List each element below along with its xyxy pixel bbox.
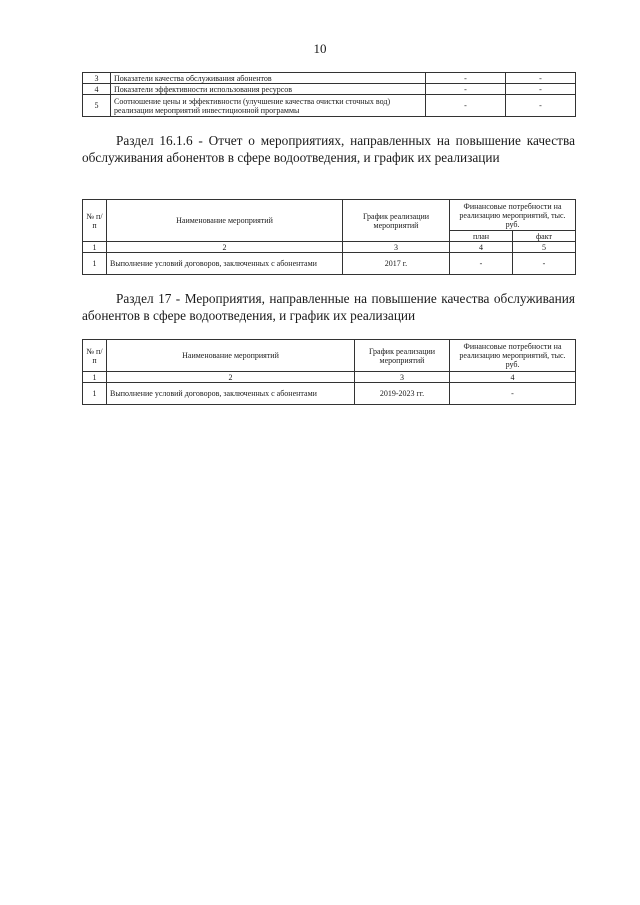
plan-value: -: [426, 95, 506, 117]
table-index-row: [83, 242, 576, 253]
index-cell: 3: [343, 242, 450, 253]
measure-name: Выполнение условий договоров, заключенных с абонентами: [107, 253, 343, 275]
row-number: 5: [83, 95, 111, 117]
index-cell: 3: [355, 372, 450, 383]
header-finance: Финансовые потребности на реализацию мероприятий, тыс. руб.: [450, 200, 576, 231]
header-name: Наименование мероприятий: [107, 340, 355, 372]
header-finance: Финансовые потребности на реализацию мероприятий, тыс. руб.: [450, 340, 576, 372]
fact-value: -: [506, 73, 576, 84]
index-cell: 4: [450, 242, 513, 253]
index-cell: 5: [513, 242, 576, 253]
section-17-heading: Раздел 17 - Мероприятия, направленные на повышение качества обслуживания абонентов в сфере водоотведения, и график их реализации: [82, 291, 575, 323]
fact-value: -: [506, 95, 576, 117]
schedule-value: 2017 г.: [343, 253, 450, 275]
indicator-name: Показатели эффективности использования ресурсов: [111, 84, 426, 95]
row-number: 3: [83, 73, 111, 84]
index-cell: 2: [107, 372, 355, 383]
section-17-table: [82, 339, 576, 405]
row-number: 1: [83, 383, 107, 405]
header-name: Наименование мероприятий: [107, 200, 343, 242]
header-num: № п/п: [83, 200, 107, 242]
plan-value: -: [426, 84, 506, 95]
table-row: [83, 84, 576, 95]
table-header-row: [83, 200, 576, 231]
table-header-row: [83, 340, 576, 372]
row-number: 1: [83, 253, 107, 275]
indicator-name: Показатели качества обслуживания абонентов: [111, 73, 426, 84]
measure-name: Выполнение условий договоров, заключенных с абонентами: [107, 383, 355, 405]
plan-value: -: [426, 73, 506, 84]
fact-value: -: [506, 84, 576, 95]
indicators-table: [82, 72, 576, 117]
finance-value: -: [450, 383, 576, 405]
table-row: [83, 95, 576, 117]
header-plan: план: [450, 231, 513, 242]
table-row: [83, 253, 576, 275]
header-fact: факт: [513, 231, 576, 242]
fact-value: -: [513, 253, 576, 275]
index-cell: 1: [83, 242, 107, 253]
row-number: 4: [83, 84, 111, 95]
header-schedule: График реализации мероприятий: [355, 340, 450, 372]
section-16-table: [82, 199, 576, 275]
header-num: № п/п: [83, 340, 107, 372]
schedule-value: 2019-2023 гг.: [355, 383, 450, 405]
header-schedule: График реализации мероприятий: [343, 200, 450, 242]
index-cell: 4: [450, 372, 576, 383]
table-row: [83, 383, 576, 405]
index-cell: 2: [107, 242, 343, 253]
indicator-name: Соотношение цены и эффективности (улучшение качества очистки сточных вод) реализации мероприятий инвестиционной программы: [111, 95, 426, 117]
table-row: [83, 73, 576, 84]
page-number: 10: [313, 41, 327, 56]
table-index-row: [83, 372, 576, 383]
plan-value: -: [450, 253, 513, 275]
section-16-heading: Раздел 16.1.6 - Отчет о мероприятиях, направленных на повышение качества обслуживания абонентов в сфере водоотведения, и график их реализации: [82, 133, 575, 165]
index-cell: 1: [83, 372, 107, 383]
